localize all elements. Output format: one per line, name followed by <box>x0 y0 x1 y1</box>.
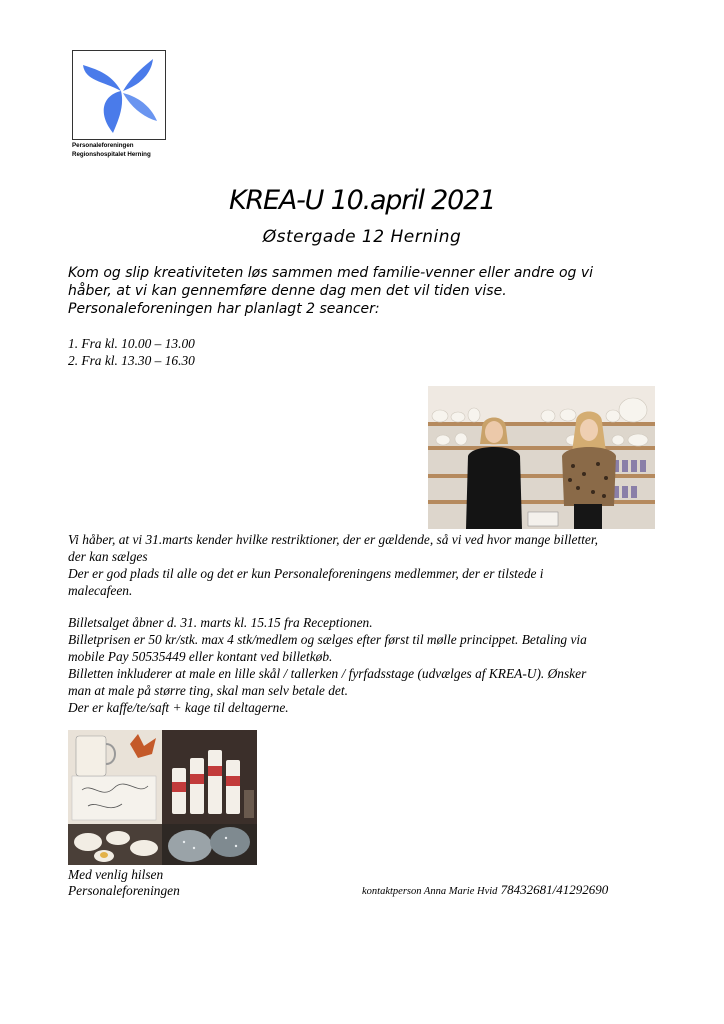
tickets-line-6: Der er kaffe/te/saft + kage til deltagerne. <box>68 700 289 715</box>
contact-label: kontaktperson Anna Marie Hvid <box>362 886 498 897</box>
session-2: 2. Fra kl. 13.30 – 16.30 <box>68 353 195 368</box>
tickets-line-3: mobile Pay 50535449 eller kontant ved billetkøb. <box>68 649 333 664</box>
address: Østergade 12 Herning <box>262 227 462 247</box>
closing-greeting: Med venlig hilsen <box>68 867 164 882</box>
restrictions-line-4: malecafeen. <box>68 583 133 598</box>
tickets-line-2: Billetprisen er 50 kr/stk. max 4 stk/medlem og sælges efter først til mølle princippet. Betaling via <box>68 632 587 647</box>
logo-line-2: Regionshospitalet Herning <box>72 151 151 158</box>
restrictions-line-3: Der er god plads til alle og det er kun Personaleforeningens medlemmer, der er tilstede i <box>68 566 544 581</box>
intro-line-2: håber, at vi kan gennemføre denne dag men det vil tiden vise. <box>68 283 507 299</box>
restrictions-line-2: der kan sælges <box>68 549 148 564</box>
tickets-line-5: man at male på større ting, skal man selv betale det. <box>68 683 348 698</box>
tickets-line-4: Billetten inkluderer at male en lille skål / tallerken / fyrfadsstage (udvælges af KREA-U). Ønsker <box>68 666 587 681</box>
restrictions-line-1: Vi håber, at vi 31.marts kender hvilke restriktioner, der er gældende, så vi ved hvor mange billetter, <box>68 532 598 547</box>
closing-signature: Personaleforeningen <box>68 883 180 898</box>
contact-phones: 78432681/41292690 <box>500 882 609 897</box>
tickets-line-1: Billetsalget åbner d. 31. marts kl. 15.15 fra Receptionen. <box>68 615 373 630</box>
intro-line-1: Kom og slip kreativiteten løs sammen med familie-venner eller andre og vi <box>68 265 594 281</box>
page-title: KREA-U 10.april 2021 <box>228 185 496 216</box>
photo-hosts <box>428 386 655 529</box>
intro-line-3: Personaleforeningen har planlagt 2 seancer: <box>68 301 380 317</box>
photo-collage <box>68 730 257 865</box>
session-1: 1. Fra kl. 10.00 – 13.00 <box>68 336 195 351</box>
contact <box>362 882 608 898</box>
logo <box>72 50 166 140</box>
logo-line-1: Personaleforeningen <box>72 142 134 149</box>
logo-leaf-icon <box>73 51 165 139</box>
